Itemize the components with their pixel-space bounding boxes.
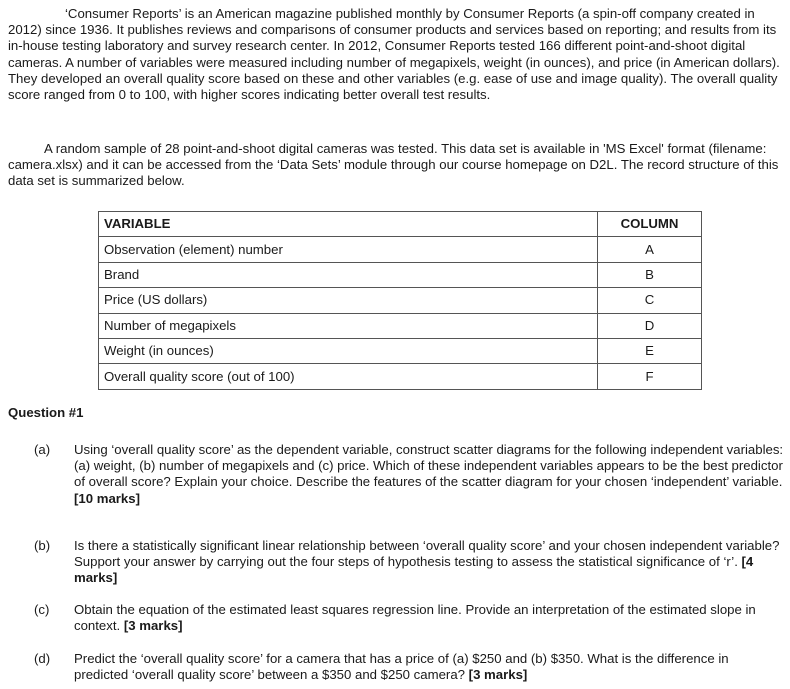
table-row — [99, 313, 702, 338]
header-variable: VARIABLE — [99, 212, 598, 237]
part-marks: [3 marks] — [468, 667, 528, 683]
part-text: Using ‘overall quality score’ as the dependent variable, construct scatter diagrams for the following independent variables: (a) weight, (b) number of megapixels and (c) price. Which of these independent variables appears to be the best predictor of overall score? Explain your choice. Describe the features of the scatter diagram for your chosen ‘independent’ variable. [10 marks] — [74, 442, 784, 506]
table-row — [99, 364, 702, 389]
variable-cell: Observation (element) number — [99, 237, 598, 262]
part-text: Predict the ‘overall quality score’ for a camera that has a price of (a) $250 and (b) $350. What is the difference in predicted ‘overall quality score’ between a $350 and $250 camera? [3 marks] — [74, 651, 729, 683]
table-row — [99, 262, 702, 287]
part-label: (a) — [34, 442, 51, 457]
part-text: Obtain the equation of the estimated least squares regression line. Provide an interpretation of the estimated slope in context. [3 marks] — [74, 602, 756, 634]
table-row — [99, 338, 702, 363]
column-cell: D — [598, 313, 702, 338]
column-cell: C — [598, 288, 702, 313]
variable-cell: Weight (in ounces) — [99, 338, 598, 363]
table-row — [99, 288, 702, 313]
part-marks: [3 marks] — [123, 618, 183, 634]
question-heading: Question #1 — [8, 405, 84, 420]
part-marks: [4 marks] — [74, 554, 754, 586]
variable-cell: Brand — [99, 262, 598, 287]
part-label: (b) — [34, 538, 51, 553]
intro-paragraph-1: ‘Consumer Reports’ is an American magazine published monthly by Consumer Reports (a spin-off company created in 2012) since 1936. It publishes reviews and comparisons of consumer products and services based on reporting; and results from its in-house testing laboratory and survey research center. In 2012, Consumer Reports tested 166 different point-and-shoot digital cameras. A number of variables were measured including number of megapixels, weight (in ounces), and price (in American dollars). They developed an overall quality score based on these and other variables (e.g. ease of use and image quality). The overall quality score ranged from 0 to 100, with higher scores indicating better overall test results. — [8, 6, 780, 103]
column-cell: E — [598, 338, 702, 363]
variable-cell: Overall quality score (out of 100) — [99, 364, 598, 389]
variable-table — [98, 211, 702, 390]
table-row — [99, 237, 702, 262]
part-text: Is there a statistically significant linear relationship between ‘overall quality score’ and your chosen independent variable? Support your answer by carrying out the four steps of hypothesis testing to assess the statistical significance of ‘r’. [4 marks] — [74, 538, 780, 586]
variable-cell: Number of megapixels — [99, 313, 598, 338]
part-label: (c) — [34, 602, 50, 617]
variable-cell: Price (US dollars) — [99, 288, 598, 313]
part-marks: [10 marks] — [74, 490, 140, 506]
column-cell: B — [598, 262, 702, 287]
table-header-row — [99, 212, 702, 237]
intro-paragraph-2: A random sample of 28 point-and-shoot digital cameras was tested. This data set is available in 'MS Excel' format (filename: camera.xlsx) and it can be accessed from the ‘Data Sets’ module through our course homepage on D2L. The record structure of this data set is summarized below. — [8, 141, 779, 189]
column-cell: F — [598, 364, 702, 389]
header-column: COLUMN — [598, 212, 702, 237]
column-cell: A — [598, 237, 702, 262]
part-label: (d) — [34, 651, 51, 666]
